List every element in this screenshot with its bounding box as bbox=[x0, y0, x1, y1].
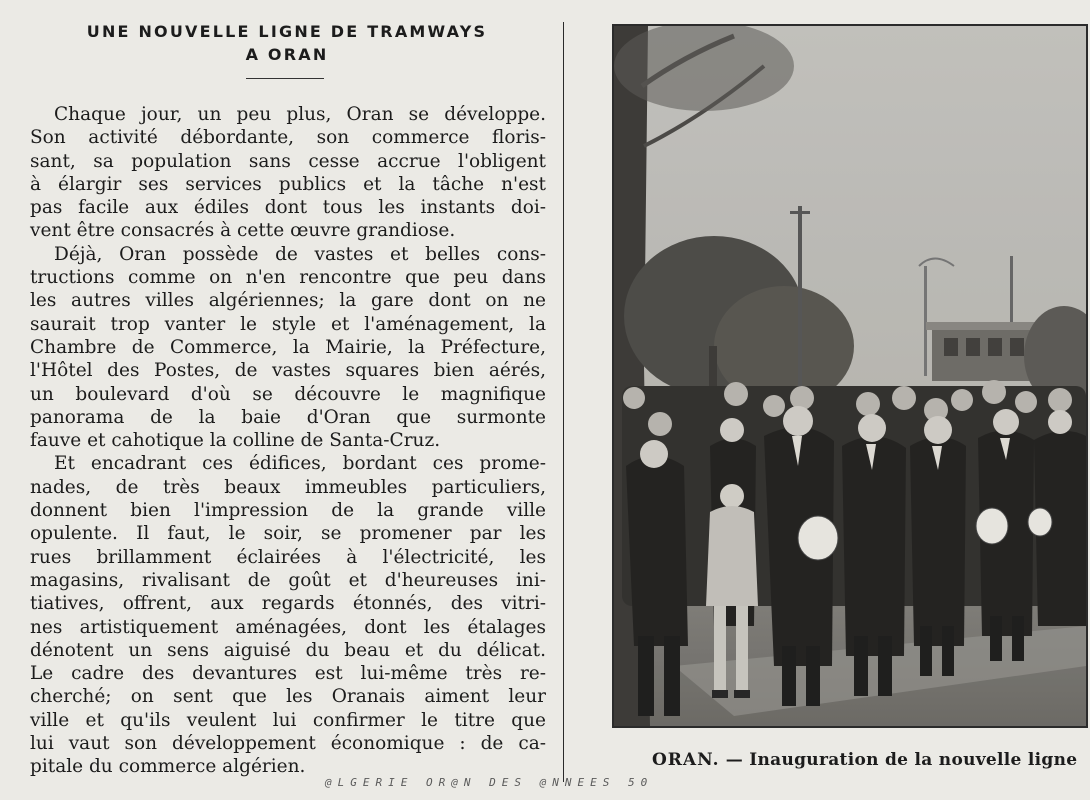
column-divider bbox=[563, 22, 564, 782]
article-line: tructions comme on n'en rencontre que peu dans bbox=[30, 267, 546, 289]
photo-illustration bbox=[614, 26, 1086, 726]
article-line: donnent bien l'impression de la grande ville bbox=[30, 500, 546, 522]
caption-text: — Inauguration de la nouvelle ligne bbox=[725, 750, 1078, 770]
article-line: tiatives, offrent, aux regards étonnés, des vitri- bbox=[30, 593, 546, 615]
article-line: Chambre de Commerce, la Mairie, la Préfecture, bbox=[30, 336, 546, 358]
article-line: nades, de très beaux immeubles particuliers, bbox=[30, 476, 546, 498]
article-body bbox=[30, 103, 546, 779]
watermark: @LGERIE OR@N DES @NNEES 50 bbox=[325, 776, 654, 789]
article-line: vent être consacrés à cette œuvre grandiose. bbox=[30, 220, 456, 242]
article-line: fauve et cahotique la colline de Santa-Cruz. bbox=[30, 430, 441, 452]
article-line: panorama de la baie d'Oran que surmonte bbox=[30, 406, 546, 428]
article-line: dénotent un sens aiguisé du beau et du délicat. bbox=[30, 639, 546, 661]
article-line: magasins, rivalisant de goût et d'heureuses ini- bbox=[30, 569, 546, 591]
article-line: l'Hôtel des Postes, de vastes squares bien aérés, bbox=[30, 360, 546, 382]
article-line: saurait trop vanter le style et l'aménagement, la bbox=[30, 313, 546, 335]
article-line: lui vaut son développement économique : de ca- bbox=[30, 733, 546, 755]
article-line: à élargir ses services publics et la tâche n'est bbox=[30, 173, 546, 195]
article-line: Son activité débordante, son commerce floris- bbox=[30, 127, 546, 149]
article-line: les autres villes algériennes; la gare dont on ne bbox=[30, 290, 546, 312]
inauguration-photo bbox=[612, 24, 1088, 728]
headline-divider bbox=[246, 78, 324, 79]
article-line: opulente. Il faut, le soir, se promener par les bbox=[30, 523, 546, 545]
article-line: Chaque jour, un peu plus, Oran se développe. bbox=[54, 104, 546, 125]
article-line: ville et qu'ils veulent lui confirmer le titre que bbox=[30, 709, 546, 731]
article-line: Déjà, Oran possède de vastes et belles cons- bbox=[54, 243, 546, 265]
article-line: Le cadre des devantures est lui-même très re- bbox=[30, 663, 546, 685]
photo-caption bbox=[652, 750, 1077, 770]
article-line: nes artistiquement aménagées, dont les étalages bbox=[30, 616, 546, 638]
article-line: pas facile aux édiles dont tous les instants doi- bbox=[30, 197, 546, 219]
article-headline bbox=[22, 20, 552, 66]
caption-place: ORAN. bbox=[652, 750, 720, 770]
headline-line-1: UNE NOUVELLE LIGNE DE TRAMWAYS bbox=[86, 22, 488, 41]
article-line: sant, sa population sans cesse accrue l'obligent bbox=[30, 150, 546, 172]
article-line: rues brillamment éclairées à l'électricité, les bbox=[30, 546, 546, 568]
article-line: Et encadrant ces édifices, bordant ces prome- bbox=[54, 453, 546, 475]
article-line: pitale du commerce algérien. bbox=[30, 756, 306, 778]
headline-line-2: A ORAN bbox=[245, 45, 329, 64]
article-line: un boulevard d'où se découvre le magnifique bbox=[30, 383, 546, 405]
article-line: cherché; on sent que les Oranais aiment leur bbox=[30, 686, 546, 708]
